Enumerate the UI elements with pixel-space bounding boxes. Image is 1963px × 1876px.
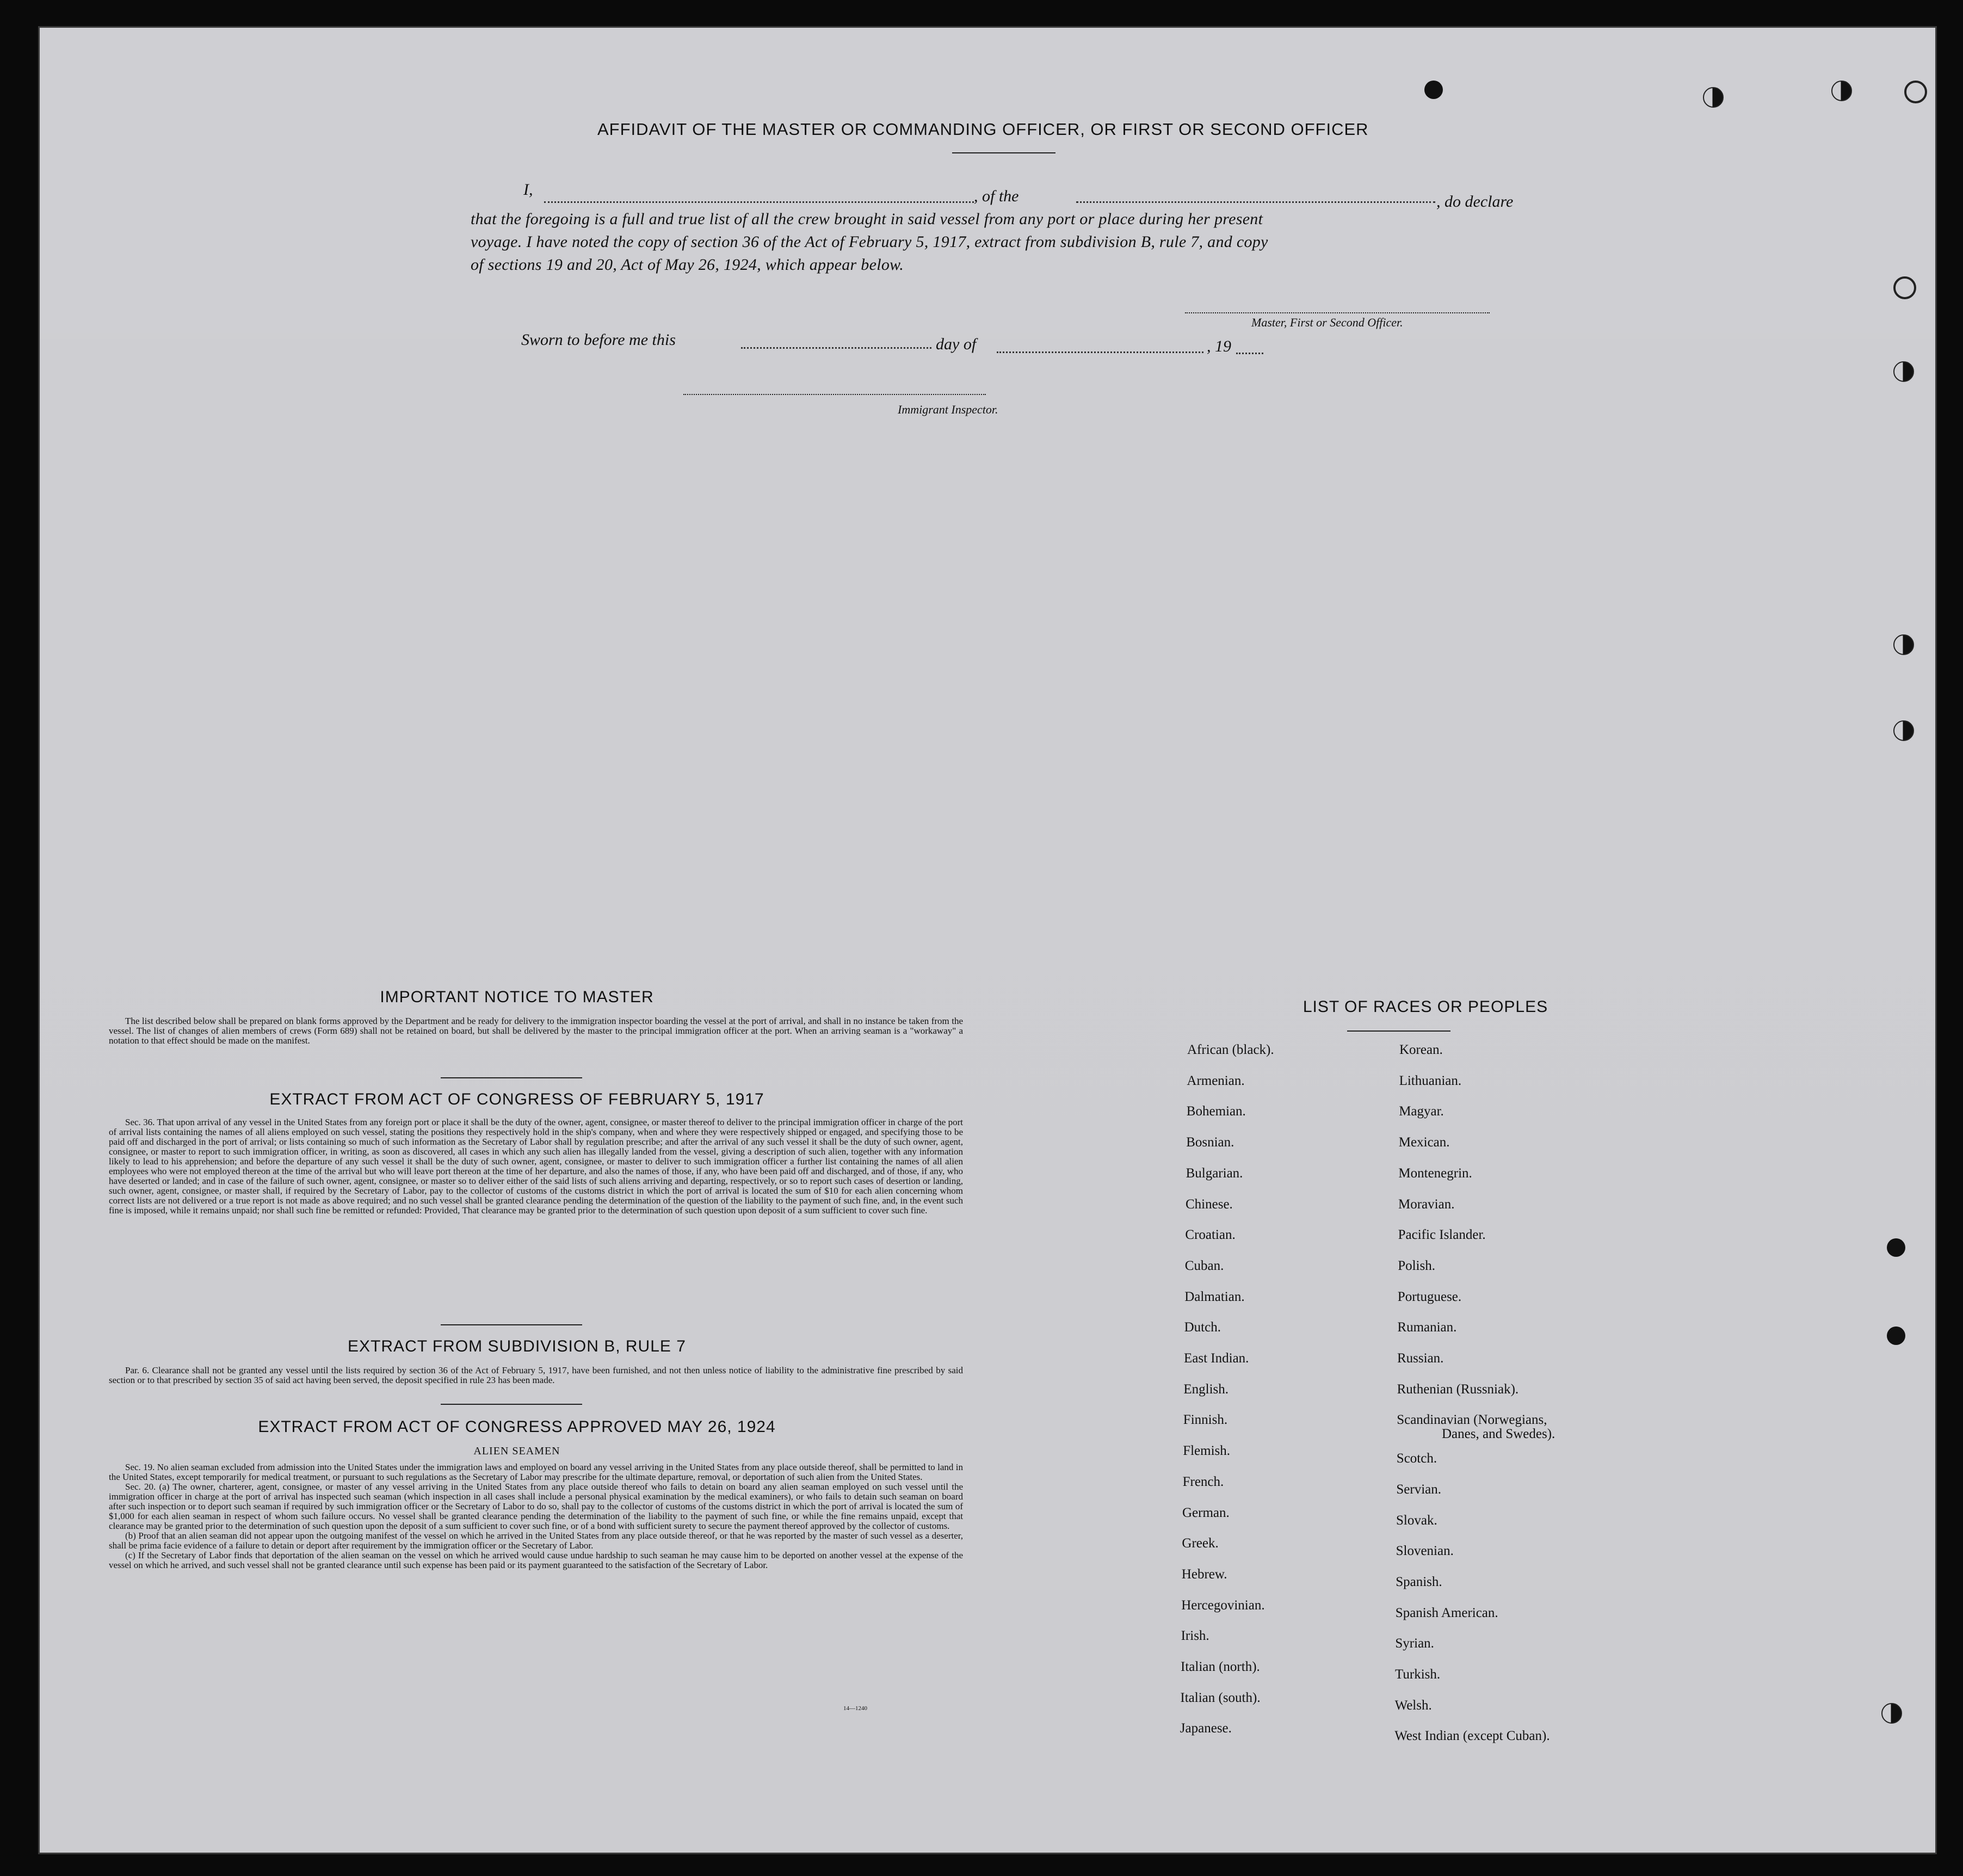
affidavit-of-the: , of the [974,187,1019,205]
rule7-text: Par. 6. Clearance shall not be granted any vessel until the lists required by section 36 of the Act of February 5, 1917, have been furnished, and not then unless notice of liability to the administrative fine prescribed by said section or to that prescribed by section 35 of said act having been served, the deposit specified in rule 23 has been made. [109,1365,963,1385]
section-divider [441,1404,582,1405]
race-item: Dutch. [1184,1320,1221,1335]
race-item: Finnish. [1183,1412,1228,1428]
alien-seamen-subtitle: ALIEN SEAMEN [473,1445,560,1457]
affidavit-i: I, [523,181,533,199]
race-item: Ruthenian (Russniak). [1397,1381,1519,1397]
race-item: Irish. [1181,1628,1209,1644]
race-item: Moravian. [1398,1196,1455,1212]
race-item: Spanish. [1396,1574,1442,1589]
section-divider [441,1077,582,1078]
race-item: Portuguese. [1397,1289,1462,1304]
race-item: African (black). [1187,1042,1274,1057]
notice-title: IMPORTANT NOTICE TO MASTER [380,988,654,1006]
year-label: , 19 [1207,337,1231,355]
race-item: Chinese. [1186,1196,1233,1212]
race-item: Bulgarian. [1186,1165,1243,1181]
race-item: Italian (south). [1180,1690,1261,1705]
sec19-text: Sec. 19. No alien seaman excluded from admission into the United States under the immigration laws and employed on board any vessel arriving in the United States from any place outside thereof, shall be permitted to land in the United States, except temporarily for medical treatment, or pursuant to such regulations as the Secretary of Labor may prescribe for the ultimate departure, removal, or deportation of such alien from the United States. [109,1462,963,1482]
inspector-signature-line [683,394,986,395]
name-blank-line [544,201,974,203]
race-item: Hercegovinian. [1181,1597,1265,1613]
race-item: Lithuanian. [1399,1073,1462,1088]
race-item: Croatian. [1185,1227,1236,1243]
title-underline [952,152,1055,153]
race-item: Servian. [1396,1482,1442,1497]
race-item-continuation: Danes, and Swedes). [1442,1427,1555,1442]
race-item: Polish. [1398,1258,1435,1273]
race-item: Bosnian. [1186,1135,1234,1150]
month-blank-line [997,351,1203,353]
race-item: West Indian (except Cuban). [1394,1729,1550,1744]
race-item: Hebrew. [1181,1566,1227,1582]
sec20c-text: (c) If the Secretary of Labor finds that deportation of the alien seaman on the vessel on which he arrived would cause undue hardship to such seaman he may cause him to be deported on another vessel at the expense of the vessel on which he arrived, and such vessel shall not be granted clearance until such expense has been paid or its payment guaranteed to the satisfaction of the Secretary of Labor. [109,1550,963,1570]
race-item: Magyar. [1399,1104,1444,1119]
affidavit-line4: of sections 19 and 20, Act of May 26, 1924, which appear below. [471,256,904,274]
race-item: Armenian. [1187,1073,1245,1088]
races-title-underline [1347,1030,1450,1032]
day-blank-line [741,347,931,349]
race-item: Italian (north). [1181,1659,1260,1674]
punch-hole [1904,81,1927,103]
day-of-label: day of [936,335,977,353]
inspector-label: Immigrant Inspector. [898,403,998,416]
notice-text: The list described below shall be prepared on blank forms approved by the Department and be ready for delivery to the immigration inspector boarding the vessel at the port of arrival, and shall in no instance be taken from the vessel. The list of changes of alien members of crews (Form 689) shall not be retained on board, but shall be delivered by the master to the principal immigration officer at the port. When an arriving seaman is a "workaway" a notation to that effect should be made on the manifest. [109,1016,963,1046]
race-item: Welsh. [1394,1698,1432,1713]
extract-1917-body [109,1118,963,1215]
race-item: East Indian. [1184,1351,1249,1366]
race-item: Slovak. [1396,1513,1437,1528]
sworn-label: Sworn to before me this [521,331,676,349]
race-item: Slovenian. [1396,1544,1454,1559]
extract-1917-text: Sec. 36. That upon arrival of any vessel in the United States from any foreign port or place it shall be the duty of the owner, agent, consignee, or master thereof to deliver to the principal immigration officer in charge of the port of arrival lists containing the names of all aliens employed on such vessel, stating the positions they respectively hold in the ship's company, when and where they were respectively shipped or engaged, and specifying those to be paid off and discharged in the port of arrival; or lists containing so much of such information as the Secretary of Labor shall by regulation prescribe; and after the arrival of any such vessel it shall be the duty of such owner, agent, consignee, or master to report to such immigration officer, in writing, as soon as discovered, all cases in which any such alien has illegally landed from the vessel, giving a description of such alien, together with any information likely to lead to his apprehension; and before the departure of any such vessel it shall be the duty of such owner, agent, consignee, or master to deliver to such immigration officer a further list containing the names of all alien employees who were not employed thereon at the time of the arrival but who will leave port thereon at the time of her departure, and also the names of those, if any, who have been paid off and discharged, and of those, if any, who have deserted or landed; and in case of the failure of such owner, agent, consignee, or master so to deliver either of the said lists of such aliens arriving and departing, respectively, or so to report such cases of desertion or landing, such owner, agent, consignee, or master shall, if required by the Secretary of Labor, pay to the collector of customs of the customs district in which the port of arrival is located the sum of $10 for each alien concerning whom correct lists are not delivered or a true report is not made as above required; and no such vessel shall be granted clearance pending the determination of the question of the liability to the payment of such fine, and, in the event such fine is imposed, while it remains unpaid; nor shall such fine be remitted or refunded: Provided, That clearance may be granted prior to the determination of such question upon deposit of a sum sufficient to cover such fine. [109,1117,963,1215]
race-item: Dalmatian. [1184,1289,1245,1304]
race-item: Mexican. [1398,1135,1450,1150]
extract-1924-title: EXTRACT FROM ACT OF CONGRESS APPROVED MAY 26, 1924 [258,1418,776,1436]
race-item: Greek. [1182,1536,1219,1551]
notice-body [109,1016,963,1046]
punch-hole [1893,634,1914,655]
race-item: Pacific Islander. [1398,1227,1486,1243]
race-item: Korean. [1399,1042,1443,1057]
year-blank-line [1236,353,1263,354]
section-divider [441,1324,582,1325]
affidavit-line2: that the foregoing is a full and true list of all the crew brought in said vessel from any port or place during her present [471,210,1263,228]
race-item: Turkish. [1395,1667,1441,1682]
race-item: Japanese. [1180,1721,1232,1736]
race-item: Russian. [1397,1351,1444,1366]
race-item: Cuban. [1184,1258,1224,1273]
master-signature-line [1185,312,1490,313]
document-sheet [38,26,1937,1854]
master-signature-label: Master, First or Second Officer. [1251,316,1403,329]
extract-1924-body [109,1462,963,1570]
rule7-title: EXTRACT FROM SUBDIVISION B, RULE 7 [348,1337,686,1355]
punch-hole [1703,87,1724,108]
affidavit-line3: voyage. I have noted the copy of section 36 of the Act of February 5, 1917, extract from subdivision B, rule 7, and copy [471,233,1268,251]
race-item: Scotch. [1396,1451,1437,1466]
extract-1917-title: EXTRACT FROM ACT OF CONGRESS OF FEBRUARY 5, 1917 [269,1090,764,1108]
affidavit-declare: , do declare [1436,193,1514,211]
race-item: Montenegrin. [1398,1165,1472,1181]
sec20a-text: Sec. 20. (a) The owner, charterer, agent, consignee, or master of any vessel arriving in the United States from any place outside thereof who fails to detain on board any alien seaman employed on such vessel until the immigration officer in charge at the port of arrival has inspected such seaman (which inspection in all cases shall include a personal physical examination by the medical examiners), or who fails to detain such seaman on board after such inspection or to deport such seaman if required by such immigration officer or the Secretary of Labor to do so, shall pay to the collector of customs of the customs district in which the port of arrival is located the sum of $1,000 for each alien seaman in respect of whom such failure occurs. No vessel shall be granted clearance pending the determination of the liability to the payment of such fine, or while the fine remains unpaid, except that clearance may be granted prior to the determination of such question upon the deposit of a sum sufficient to cover such fine, or of a bond with sufficient surety to secure the payment thereof approved by the collector of customs. [109,1482,963,1531]
vessel-blank-line [1076,201,1435,203]
punch-hole [1893,276,1916,299]
race-item: Scandinavian (Norwegians, [1397,1412,1547,1428]
punch-hole [1831,81,1852,101]
races-title: LIST OF RACES OR PEOPLES [1303,998,1548,1016]
punch-hole [1887,1238,1905,1257]
race-item: French. [1182,1474,1224,1489]
race-item: Spanish American. [1395,1605,1498,1620]
punch-hole [1893,361,1914,382]
rule7-body [109,1366,963,1385]
race-item: German. [1182,1505,1230,1520]
punch-hole [1887,1326,1905,1345]
punch-hole [1881,1703,1902,1724]
race-item: Rumanian. [1397,1320,1457,1335]
race-item: English. [1183,1381,1229,1397]
punch-hole [1893,720,1914,741]
bleed-through-shading [38,26,1937,1854]
form-number: 14—1240 [843,1705,867,1712]
affidavit-title: AFFIDAVIT OF THE MASTER OR COMMANDING OFFICER, OR FIRST OR SECOND OFFICER [597,120,1369,139]
punch-hole [1424,81,1443,99]
race-item: Flemish. [1183,1443,1231,1459]
race-item: Syrian. [1395,1636,1434,1651]
sec20b-text: (b) Proof that an alien seaman did not appear upon the outgoing manifest of the vessel on which he arrived in the United States from any place outside thereof, or that he was reported by the master of such vessel as a deserter, shall be prima facie evidence of a failure to detain or deport after requirement by the immigration officer or the Secretary of Labor. [109,1531,963,1551]
race-item: Bohemian. [1186,1104,1246,1119]
